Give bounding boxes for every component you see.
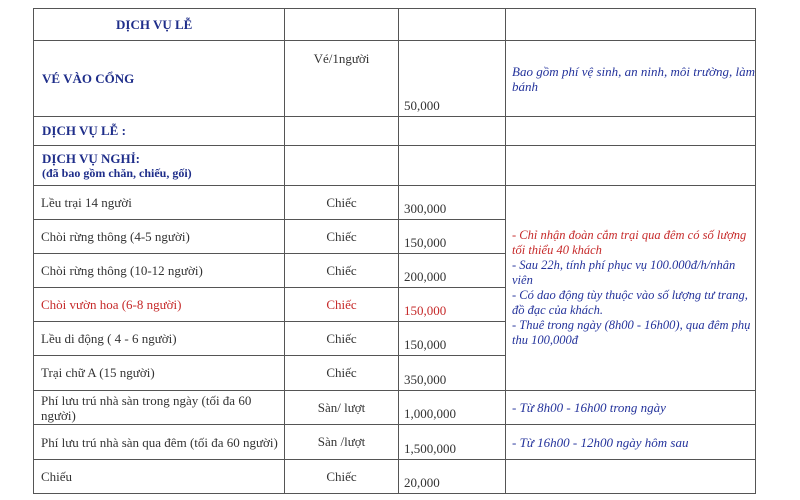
item-name: Lều di động ( 4 - 6 người)	[34, 322, 285, 356]
table-row	[34, 9, 756, 41]
entry-price: 50,000	[399, 41, 506, 117]
items-note-line4: - Thuê trong ngày (8h00 - 16h00), qua đêm phụ thu 100,000đ	[512, 318, 751, 347]
item-unit: Chiếc	[285, 254, 399, 288]
entry-unit: Vé/1người	[285, 41, 399, 117]
item-price: 300,000	[399, 186, 506, 220]
table-row	[34, 117, 756, 146]
table-row	[34, 41, 756, 117]
section-nghi	[34, 146, 285, 186]
stilt-night-name: Phí lưu trú nhà sàn qua đêm (tối đa 60 người)	[34, 425, 285, 460]
table-row	[34, 146, 756, 186]
mat-name: Chiếu	[34, 460, 285, 494]
entry-note: Bao gồm phí vệ sinh, an ninh, môi trường, làm bánh	[506, 41, 756, 117]
item-price: 350,000	[399, 356, 506, 391]
stilt-night-price: 1,500,000	[399, 425, 506, 460]
stilt-day-price: 1,000,000	[399, 391, 506, 425]
item-unit: Chiếc	[285, 322, 399, 356]
items-note-line2: - Sau 22h, tính phí phục vụ 100.000đ/h/nhân viên	[512, 258, 736, 287]
table-row	[34, 391, 756, 425]
mat-unit: Chiếc	[285, 460, 399, 494]
entry-name: VÉ VÀO CỔNG	[34, 41, 285, 117]
table-row	[34, 425, 756, 460]
stilt-day-note: - Từ 8h00 - 16h00 trong ngày	[506, 391, 756, 425]
table-row	[34, 460, 756, 494]
items-note	[506, 186, 756, 391]
item-price: 150,000	[399, 322, 506, 356]
header-title: DỊCH VỤ LỄ	[34, 9, 285, 41]
item-name: Chòi rừng thông (4-5 người)	[34, 220, 285, 254]
item-name: Chòi rừng thông (10-12 người)	[34, 254, 285, 288]
stilt-day-unit: Sàn/ lượt	[285, 391, 399, 425]
item-name: Lều trại 14 người	[34, 186, 285, 220]
item-unit: Chiếc	[285, 220, 399, 254]
stilt-night-note: - Từ 16h00 - 12h00 ngày hôm sau	[506, 425, 756, 460]
stilt-night-unit: Sàn /lượt	[285, 425, 399, 460]
item-price: 150,000	[399, 220, 506, 254]
item-name: Chòi vườn hoa (6-8 người)	[34, 288, 285, 322]
items-note-line1: - Chỉ nhận đoàn cắm trại qua đêm có số lượng tối thiểu 40 khách	[512, 228, 747, 257]
section-nghi-title: DỊCH VỤ NGHỈ:	[42, 150, 140, 166]
table-row	[34, 186, 756, 220]
section-nghi-subtitle: (đã bao gồm chăn, chiếu, gối)	[42, 165, 192, 180]
item-name: Trại chữ A (15 người)	[34, 356, 285, 391]
item-price: 150,000	[399, 288, 506, 322]
section-le-title: DỊCH VỤ LỄ :	[34, 117, 285, 146]
mat-price: 20,000	[399, 460, 506, 494]
item-unit: Chiếc	[285, 356, 399, 391]
items-note-line3: - Có dao động tùy thuộc vào số lượng tư trang, đồ đạc của khách.	[512, 288, 748, 317]
item-unit: Chiếc	[285, 288, 399, 322]
price-table	[33, 8, 756, 494]
stilt-day-name: Phí lưu trú nhà sàn trong ngày (tối đa 60 người)	[34, 391, 285, 425]
item-unit: Chiếc	[285, 186, 399, 220]
item-price: 200,000	[399, 254, 506, 288]
